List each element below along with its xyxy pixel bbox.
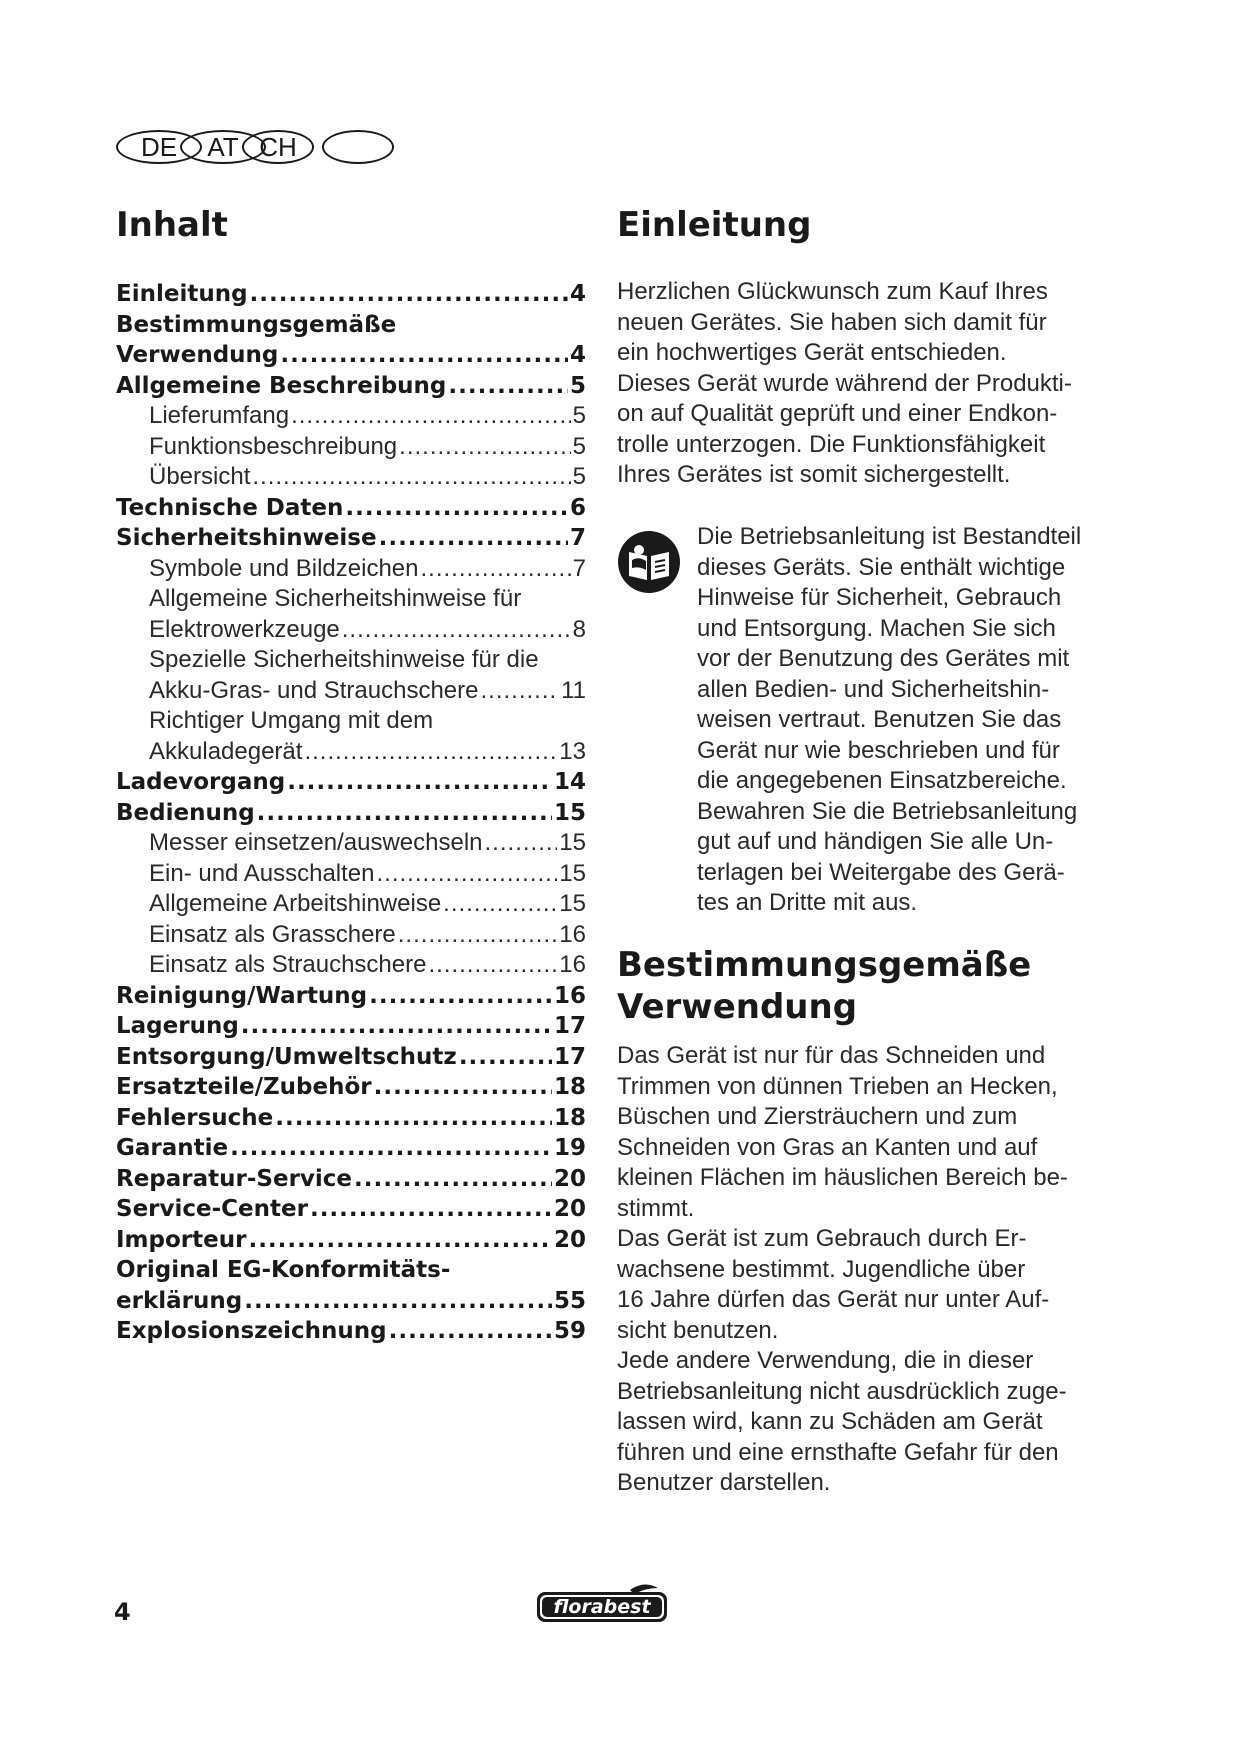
toc-leader-dots (443, 889, 557, 920)
toc-entry (116, 523, 586, 554)
einleitung-line: neuen Gerätes. Sie haben sich damit für (617, 308, 1047, 336)
toc-entry-label: Lagerung (116, 1013, 239, 1039)
bestimmung-title-line2: Verwendung (617, 987, 858, 1027)
toc-entry-page: 14 (553, 769, 586, 795)
toc-leader-dots (448, 371, 568, 402)
einleitung-line: trolle unterzogen. Die Funktionsfähigkeit (617, 430, 1046, 458)
toc-entry (116, 1164, 586, 1195)
toc-entry-label: Einsatz als Strauchschere (149, 951, 427, 978)
toc-leader-dots (421, 554, 571, 585)
toc-entry-page: 8 (572, 615, 586, 643)
toc-entry (116, 1286, 586, 1317)
toc-entry-label: Ersatzteile/Zubehör (116, 1074, 372, 1100)
einleitung-line: ein hochwertiges Gerät entschieden. (617, 339, 1007, 366)
toc-entry-page: 20 (553, 1165, 586, 1192)
toc-entry (116, 401, 586, 432)
toc-leader-dots (398, 920, 558, 951)
manual-note-line: und Entsorgung. Machen Sie sich (697, 614, 1056, 642)
florabest-logo (534, 1582, 670, 1626)
bestimmung-p1-line: Das Gerät ist nur für das Schneiden und (617, 1042, 1046, 1069)
manual-note-paragraph (697, 522, 1097, 919)
manual-note-line: allen Bedien- und Sicherheitshin- (697, 675, 1050, 703)
toc-leader-dots (248, 1225, 552, 1256)
toc-leader-dots (241, 1011, 552, 1042)
toc-leader-dots (304, 737, 557, 768)
toc-entry-page: 15 (559, 859, 586, 887)
toc-leader-dots (257, 798, 552, 829)
manual-note-line: tes an Dritte mit aus. (697, 889, 918, 916)
toc-entry (116, 1133, 586, 1164)
toc-leader-dots (379, 523, 568, 554)
toc-entry (116, 950, 586, 981)
toc-leader-dots (244, 1286, 552, 1317)
toc-entry-label: Allgemeine Sicherheitshinweise für (149, 585, 522, 612)
toc-entry-page: 20 (553, 1196, 586, 1222)
manual-note-line: Hinweise für Sicherheit, Gebrauch (697, 584, 1062, 611)
toc-title: Inhalt (116, 205, 228, 245)
toc-entry (116, 584, 586, 615)
toc-entry (116, 1072, 586, 1103)
manual-note-line: gut auf und händigen Sie alle Un- (697, 828, 1054, 855)
read-manual-icon (617, 530, 681, 594)
toc-entry-label: Original EG-Konformitäts- (116, 1257, 451, 1283)
toc-entry-page: 20 (553, 1226, 586, 1253)
toc-entry (116, 920, 586, 951)
toc-entry-label: Ein- und Ausschalten (149, 859, 375, 887)
toc-entry-page: 13 (559, 737, 586, 765)
toc-entry (116, 1255, 586, 1286)
toc-entry-page: 4 (569, 342, 586, 368)
toc-leader-dots (480, 676, 559, 707)
toc-entry-label: erklärung (116, 1287, 243, 1314)
toc-entry (116, 767, 586, 798)
toc-entry-label: Sicherheitshinweise (116, 525, 377, 551)
bestimmung-p3-line: Jede andere Verwendung, die in dieser (617, 1347, 1034, 1374)
country-badge-ch (242, 130, 314, 164)
toc-entry (116, 310, 586, 341)
toc-entry (116, 798, 586, 829)
table-of-contents (116, 279, 586, 1347)
toc-entry (116, 1103, 586, 1134)
toc-entry-page: 7 (569, 525, 586, 551)
toc-entry-page: 5 (572, 402, 586, 429)
toc-entry-label: Bedienung (116, 799, 255, 826)
toc-entry-page: 17 (553, 1043, 586, 1070)
toc-entry-label: Reparatur-Service (116, 1165, 353, 1192)
manual-note-line: Die Betriebsanleitung ist Bestandteil (697, 523, 1082, 550)
bestimmung-paragraph-3 (617, 1346, 1087, 1499)
toc-entry-page: 15 (559, 890, 586, 917)
toc-entry-page: 17 (553, 1013, 586, 1039)
toc-entry (116, 1225, 586, 1256)
toc-entry-label: Fehlersuche (116, 1104, 274, 1131)
toc-entry-label: Akku-Gras- und Strauchschere (149, 676, 479, 704)
toc-entry-label: Elektrowerkzeuge (149, 615, 340, 643)
toc-leader-dots (252, 462, 570, 493)
toc-entry-label: Lieferumfang (149, 402, 290, 429)
toc-entry-label: Übersicht (149, 463, 251, 490)
toc-entry-page: 18 (553, 1074, 586, 1100)
einleitung-paragraph (617, 277, 1087, 491)
country-badge-empty (322, 130, 394, 164)
bestimmung-p1-line: Schneiden von Gras an Kanten und auf (617, 1133, 1038, 1161)
toc-entry (116, 340, 586, 371)
toc-entry-label: Allgemeine Beschreibung (116, 372, 447, 399)
badge-at-label: AT (207, 131, 239, 162)
toc-entry-page: 15 (553, 799, 586, 826)
toc-entry (116, 1194, 586, 1225)
bestimmung-title-line1: Bestimmungsgemäße (617, 945, 1032, 985)
toc-entry-page: 16 (559, 920, 586, 948)
toc-leader-dots (485, 828, 558, 859)
toc-entry (116, 371, 586, 402)
bestimmung-p1-line: kleinen Flächen im häuslichen Bereich be- (617, 1164, 1068, 1191)
toc-entry (116, 615, 586, 646)
toc-leader-dots (310, 1194, 552, 1225)
toc-entry-page: 16 (559, 951, 586, 978)
toc-leader-dots (275, 1103, 552, 1134)
toc-entry-page: 19 (553, 1135, 586, 1161)
toc-entry-label: Ladevorgang (116, 769, 286, 795)
manual-note-line: vor der Benutzung des Gerätes mit (697, 645, 1070, 672)
bestimmung-p2-line: sicht benutzen. (617, 1316, 779, 1344)
toc-entry-label: Explosionszeichnung (116, 1318, 387, 1344)
toc-entry-page: 6 (569, 494, 586, 521)
country-badges (116, 130, 394, 164)
toc-leader-dots (399, 432, 570, 463)
toc-entry (116, 1011, 586, 1042)
manual-note-line: Bewahren Sie die Betriebsanleitung (697, 797, 1078, 825)
toc-entry (116, 981, 586, 1012)
toc-entry (116, 645, 586, 676)
toc-entry-label: Richtiger Umgang mit dem (149, 707, 434, 734)
toc-entry-label: Garantie (116, 1135, 229, 1161)
bestimmung-paragraph-1 (617, 1041, 1087, 1224)
toc-entry-page: 55 (553, 1287, 586, 1314)
manual-note-line: die angegebenen Einsatzbereiche. (697, 767, 1067, 794)
toc-entry (116, 706, 586, 737)
bestimmung-p3-line: führen und eine ernsthafte Gefahr für den (617, 1438, 1059, 1466)
page-number: 4 (114, 1598, 131, 1626)
bestimmung-p1-line: Büschen und Ziersträuchern und zum (617, 1103, 1018, 1130)
toc-entry (116, 889, 586, 920)
toc-leader-dots (250, 279, 568, 310)
bestimmung-p2-line: wachsene bestimmt. Jugendliche über (617, 1255, 1026, 1283)
toc-entry-label: Technische Daten (116, 494, 344, 521)
manual-note-line: terlagen bei Weitergabe des Gerä- (697, 858, 1065, 886)
toc-entry-label: Allgemeine Arbeitshinweise (149, 890, 442, 917)
toc-leader-dots (374, 1072, 552, 1103)
toc-entry (116, 859, 586, 890)
toc-entry-label: Bestimmungsgemäße (116, 311, 397, 338)
toc-entry (116, 737, 586, 768)
toc-leader-dots (389, 1316, 552, 1347)
toc-entry (116, 493, 586, 524)
badge-de-label: DE (140, 131, 178, 162)
toc-entry (116, 279, 586, 310)
einleitung-line: Dieses Gerät wurde während der Produkti- (617, 369, 1072, 397)
toc-entry (116, 462, 586, 493)
toc-entry-label: Importeur (116, 1226, 247, 1253)
toc-leader-dots (287, 767, 552, 798)
toc-entry-label: Messer einsetzen/auswechseln (149, 829, 483, 856)
toc-entry-label: Funktionsbeschreibung (149, 432, 398, 460)
bestimmung-p3-line: Betriebsanleitung nicht ausdrücklich zuge- (617, 1377, 1067, 1405)
toc-entry-label: Reinigung/Wartung (116, 982, 368, 1009)
logo-text: florabest (553, 1596, 651, 1618)
toc-leader-dots (369, 981, 552, 1012)
bestimmung-p2-line: 16 Jahre dürfen das Gerät nur unter Auf- (617, 1286, 1050, 1313)
bestimmung-p3-line: lassen wird, kann zu Schäden am Gerät (617, 1408, 1043, 1435)
toc-entry-page: 5 (569, 372, 586, 399)
toc-entry-page: 7 (572, 554, 586, 582)
toc-entry-label: Einleitung (116, 281, 248, 307)
manual-note-line: dieses Geräts. Sie enthält wichtige (697, 553, 1066, 581)
toc-entry-label: Symbole und Bildzeichen (149, 554, 419, 582)
toc-entry-page: 16 (553, 982, 586, 1009)
toc-entry-label: Akkuladegerät (149, 737, 303, 765)
toc-entry-label: Service-Center (116, 1196, 308, 1222)
bestimmung-title (617, 944, 1031, 1028)
toc-leader-dots (354, 1164, 552, 1195)
einleitung-line: Herzlichen Glückwunsch zum Kauf Ihres (617, 278, 1048, 305)
toc-entry-label: Entsorgung/Umweltschutz (116, 1043, 457, 1070)
toc-leader-dots (280, 340, 568, 371)
toc-entry (116, 1042, 586, 1073)
einleitung-line: Ihres Gerätes ist somit sichergestellt. (617, 461, 1011, 488)
toc-entry-page: 5 (572, 463, 586, 490)
toc-entry-page: 11 (561, 676, 586, 704)
toc-entry-page: 15 (559, 829, 586, 856)
toc-leader-dots (230, 1133, 552, 1164)
toc-leader-dots (345, 493, 568, 524)
bestimmung-paragraph-2 (617, 1224, 1087, 1346)
toc-entry (116, 828, 586, 859)
bestimmung-p3-line: Benutzer darstellen. (617, 1469, 831, 1496)
toc-entry-label: Spezielle Sicherheitshinweise für die (149, 646, 539, 673)
toc-entry (116, 432, 586, 463)
toc-leader-dots (376, 859, 557, 890)
toc-entry-page: 5 (572, 432, 586, 460)
einleitung-title: Einleitung (617, 205, 812, 245)
toc-entry-label: Verwendung (116, 342, 279, 368)
bestimmung-p2-line: Das Gerät ist zum Gebrauch durch Er- (617, 1225, 1027, 1252)
bestimmung-p1-line: Trimmen von dünnen Trieben an Hecken, (617, 1072, 1058, 1100)
toc-entry-page: 59 (553, 1318, 586, 1344)
toc-entry (116, 676, 586, 707)
toc-entry (116, 1316, 586, 1347)
manual-note-line: Gerät nur wie beschrieben und für (697, 736, 1060, 764)
toc-leader-dots (459, 1042, 552, 1073)
toc-entry-label: Einsatz als Grasschere (149, 920, 396, 948)
bestimmung-p1-line: stimmt. (617, 1194, 695, 1222)
toc-leader-dots (428, 950, 557, 981)
toc-entry-page: 18 (553, 1104, 586, 1131)
manual-note-line: weisen vertraut. Benutzen Sie das (697, 706, 1062, 733)
einleitung-line: on auf Qualität geprüft und einer Endkon- (617, 400, 1058, 427)
toc-entry (116, 554, 586, 585)
toc-leader-dots (342, 615, 571, 646)
toc-entry-page: 4 (569, 281, 586, 307)
badge-ch-label: CH (259, 131, 297, 162)
toc-leader-dots (291, 401, 571, 432)
